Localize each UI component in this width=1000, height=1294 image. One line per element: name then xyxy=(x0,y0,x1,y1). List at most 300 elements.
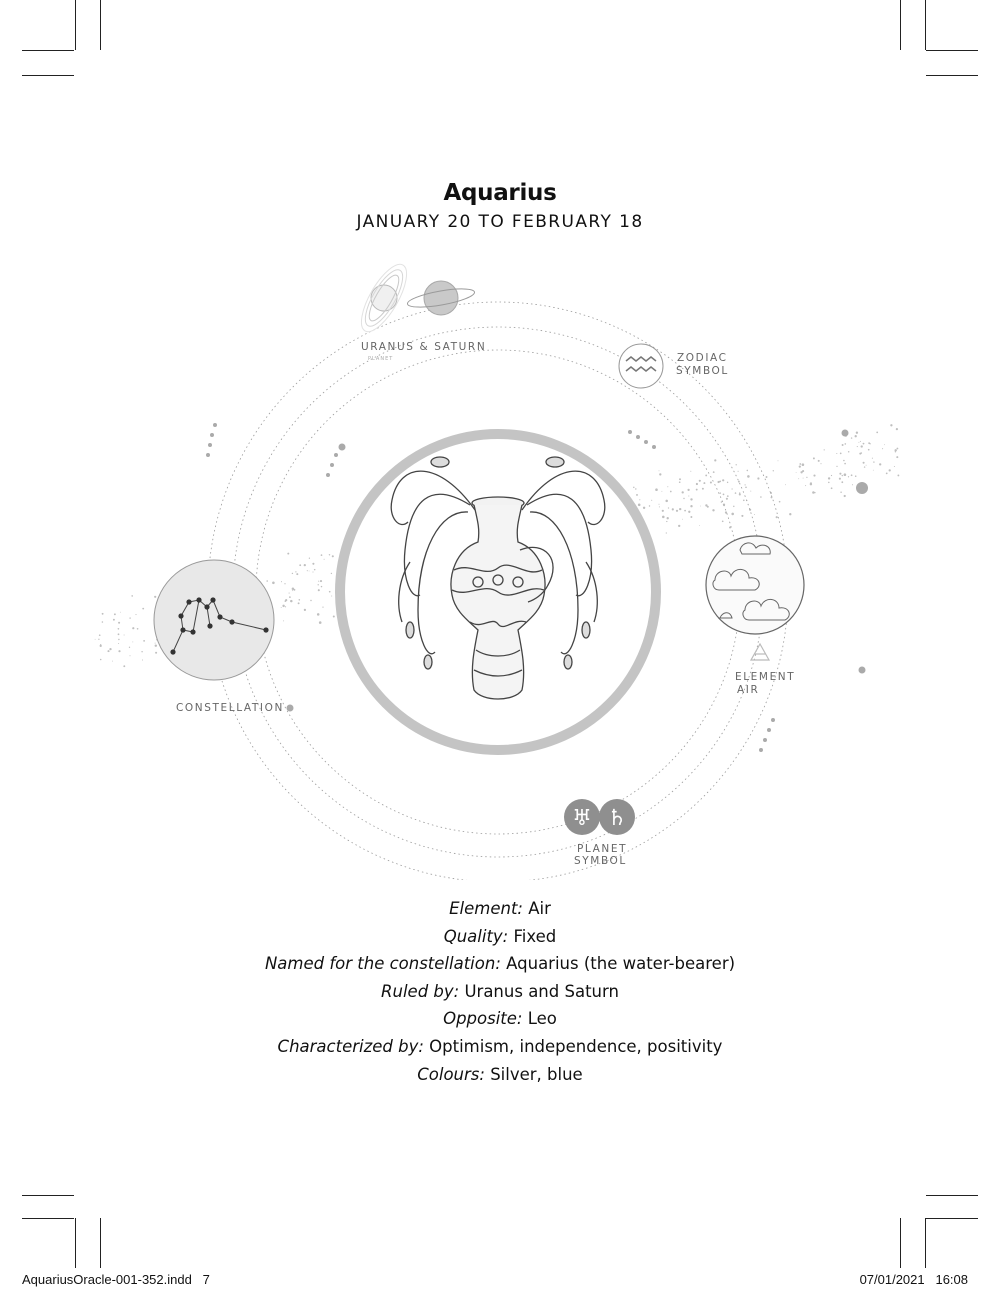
stardust-speck xyxy=(707,506,709,508)
fact-value: Leo xyxy=(522,1009,557,1029)
crop-mark xyxy=(926,1218,978,1219)
stardust-speck xyxy=(839,478,841,480)
stardust-speck xyxy=(839,473,841,475)
stardust-speck xyxy=(738,481,740,483)
stardust-speck xyxy=(329,554,330,555)
stardust-speck xyxy=(879,463,881,465)
stardust-speck xyxy=(863,443,865,445)
stardust-speck xyxy=(312,571,313,572)
stardust-speck xyxy=(699,525,700,526)
stardust-speck xyxy=(118,622,120,624)
stardust-speck xyxy=(803,478,804,479)
planet-symbol-label-1: PLANET xyxy=(577,843,628,855)
stardust-speck xyxy=(710,481,712,483)
stardust-speck xyxy=(123,665,125,667)
stardust-speck xyxy=(836,466,837,467)
stardust-speck xyxy=(321,554,323,556)
stardust-speck xyxy=(721,501,723,503)
fact-value: Silver, blue xyxy=(484,1064,583,1084)
stardust-speck xyxy=(714,459,716,461)
stardust-speck xyxy=(713,471,715,473)
stardust-speck xyxy=(666,532,667,533)
stardust-speck xyxy=(848,451,850,453)
element-label-2: AIR xyxy=(737,684,760,696)
stardust-speck xyxy=(309,558,310,559)
stardust-speck xyxy=(720,492,721,493)
stardust-speck xyxy=(292,587,295,590)
stardust-speck xyxy=(868,449,870,451)
stardust-speck xyxy=(895,451,896,452)
fact-value: Fixed xyxy=(508,926,557,946)
fact-quality xyxy=(0,923,1000,951)
stardust-speck xyxy=(844,495,846,497)
stardust-speck xyxy=(114,613,116,615)
stardust-speck xyxy=(741,515,743,517)
stardust-speck xyxy=(662,510,664,512)
constellation-label: CONSTELLATION xyxy=(176,702,284,714)
stardust-speck xyxy=(668,507,669,508)
crop-mark xyxy=(75,1218,76,1268)
crop-mark xyxy=(22,50,74,51)
stardust-speck xyxy=(889,469,891,471)
stardust-speck xyxy=(295,571,296,572)
stardust-speck xyxy=(266,580,268,582)
uranus-symbol-icon: ♅ xyxy=(572,806,592,831)
stardust-speck xyxy=(155,652,157,654)
stardust-speck xyxy=(635,488,636,489)
stardust-speck xyxy=(813,475,815,477)
stardust-speck xyxy=(129,647,130,648)
stardust-speck xyxy=(109,648,111,650)
stardust-speck xyxy=(743,499,745,501)
stardust-speck xyxy=(118,633,120,635)
crop-mark xyxy=(22,1218,74,1219)
sign-facts xyxy=(0,895,1000,1088)
stardust-speck xyxy=(873,470,874,471)
fact-characterized-by xyxy=(0,1033,1000,1061)
fact-key: Named for the constellation: xyxy=(264,954,501,974)
stardust-speck xyxy=(760,496,762,498)
stardust-speck xyxy=(855,475,857,477)
stardust-speck xyxy=(876,432,878,434)
stardust-speck xyxy=(318,581,319,582)
stardust-speck xyxy=(690,516,692,518)
stardust-speck xyxy=(851,474,853,476)
page-title: Aquarius xyxy=(443,180,557,206)
stardust-speck xyxy=(679,508,681,510)
stardust-speck xyxy=(135,614,136,615)
stardust-speck xyxy=(292,573,293,574)
stardust-speck xyxy=(722,479,724,481)
stardust-speck xyxy=(100,659,102,661)
slug-timestamp: 07/01/2021 16:08 xyxy=(859,1272,968,1287)
fact-value: Optimism, independence, positivity xyxy=(423,1036,723,1056)
element-label-1: ELEMENT xyxy=(735,671,796,683)
stardust-speck xyxy=(633,487,634,488)
stardust-speck xyxy=(773,470,774,471)
planets-label: URANUS & SATURN xyxy=(361,341,487,353)
stardust-speck xyxy=(155,643,156,644)
stardust-speck xyxy=(844,463,846,465)
stardust-speck xyxy=(307,570,308,571)
stardust-speck xyxy=(287,553,289,555)
stardust-speck xyxy=(857,446,858,447)
stardust-speck xyxy=(154,596,156,598)
stardust-speck xyxy=(828,482,830,484)
stardust-speck xyxy=(102,621,104,623)
stardust-speck xyxy=(778,460,779,461)
crop-mark xyxy=(100,1218,101,1268)
stardust-speck xyxy=(896,456,898,458)
stardust-speck xyxy=(696,483,698,485)
stardust-speck xyxy=(831,475,832,476)
stardust-speck xyxy=(99,634,101,636)
stardust-speck xyxy=(840,453,842,455)
stardust-speck xyxy=(864,466,865,467)
fact-key: Element: xyxy=(449,899,523,918)
stardust-speck xyxy=(672,508,674,510)
fact-colours xyxy=(0,1061,1000,1089)
stardust-speck xyxy=(732,488,733,489)
stardust-speck xyxy=(320,580,322,582)
stardust-speck xyxy=(866,465,867,466)
stardust-speck xyxy=(688,511,690,513)
stardust-speck xyxy=(659,473,661,475)
stardust-speck xyxy=(806,477,807,478)
stardust-speck xyxy=(690,498,692,500)
stardust-speck xyxy=(690,505,692,507)
stardust-speck xyxy=(745,484,746,485)
stardust-speck xyxy=(298,602,300,604)
stardust-speck xyxy=(331,573,332,574)
fact-opposite xyxy=(0,1005,1000,1033)
saturn-symbol-icon: ♄ xyxy=(607,806,627,831)
stardust-speck xyxy=(802,470,804,472)
stardust-speck xyxy=(776,516,778,518)
stardust-speck xyxy=(812,491,815,494)
stardust-speck xyxy=(890,424,892,426)
stardust-speck xyxy=(649,505,650,506)
stardust-speck xyxy=(98,639,99,640)
stardust-speck xyxy=(659,506,660,507)
stardust-speck xyxy=(281,607,282,608)
stardust-speck xyxy=(283,620,284,621)
stardust-speck xyxy=(699,480,701,482)
stardust-speck xyxy=(289,593,290,594)
clouds-icon xyxy=(706,536,804,634)
stardust-speck xyxy=(118,643,119,644)
fact-constellation xyxy=(0,950,1000,978)
crop-mark xyxy=(926,1195,978,1196)
stardust-speck xyxy=(842,444,844,446)
stardust-speck xyxy=(886,473,888,475)
stardust-speck xyxy=(745,486,747,488)
stardust-speck xyxy=(322,607,323,608)
stardust-speck xyxy=(733,506,734,507)
stardust-speck xyxy=(118,639,119,640)
stardust-speck xyxy=(861,452,863,454)
fact-ruled-by xyxy=(0,978,1000,1006)
stardust-speck xyxy=(805,485,806,486)
stardust-speck xyxy=(844,473,847,476)
stardust-speck xyxy=(299,599,301,601)
stardust-speck xyxy=(142,608,144,610)
stardust-speck xyxy=(702,488,704,490)
stardust-speck xyxy=(799,463,801,465)
stardust-speck xyxy=(858,442,859,443)
stardust-speck xyxy=(696,489,698,491)
stardust-speck xyxy=(700,506,701,507)
stardust-speck xyxy=(659,470,660,471)
stardust-speck xyxy=(662,516,665,519)
stardust-speck xyxy=(155,644,157,646)
stardust-speck xyxy=(736,464,737,465)
stardust-speck xyxy=(132,641,133,642)
stardust-speck xyxy=(272,582,275,585)
stardust-speck xyxy=(317,613,320,616)
stardust-speck xyxy=(655,488,658,491)
stardust-speck xyxy=(739,493,741,495)
stardust-speck xyxy=(331,596,332,597)
stardust-speck xyxy=(757,477,759,479)
aquarius-symbol-icon xyxy=(619,344,663,388)
stardust-speck xyxy=(841,481,843,483)
stardust-speck xyxy=(661,491,662,492)
stardust-speck xyxy=(679,478,681,480)
planet-symbol-discs xyxy=(564,799,635,835)
stardust-speck xyxy=(863,462,865,464)
stardust-speck xyxy=(310,600,311,601)
stardust-speck xyxy=(844,443,846,445)
stardust-speck xyxy=(299,564,301,566)
stardust-speck xyxy=(659,504,660,505)
stardust-speck xyxy=(766,476,768,478)
uranus-planet-icon xyxy=(353,258,415,338)
crop-mark xyxy=(22,75,74,76)
stardust-speck xyxy=(738,471,739,472)
stardust-speck xyxy=(869,443,870,444)
stardust-speck xyxy=(667,486,668,487)
stardust-speck xyxy=(100,644,101,645)
stardust-speck xyxy=(848,476,849,477)
stardust-speck xyxy=(643,507,645,509)
stardust-speck xyxy=(667,517,669,519)
stardust-speck xyxy=(651,500,652,501)
constellation-icon xyxy=(154,560,274,680)
stardust-speck xyxy=(796,472,797,473)
stardust-speck xyxy=(131,595,133,597)
date-range: JANUARY 20 TO FEBRUARY 18 xyxy=(356,212,644,232)
stardust-speck xyxy=(683,498,684,499)
stardust-speck xyxy=(107,650,109,652)
stardust-speck xyxy=(319,621,322,624)
stardust-speck xyxy=(676,510,678,512)
stardust-speck xyxy=(137,628,139,630)
stardust-speck xyxy=(798,478,799,479)
stardust-speck xyxy=(799,465,801,467)
stardust-speck xyxy=(754,514,755,515)
stardust-speck xyxy=(856,432,858,434)
stardust-speck xyxy=(304,564,306,566)
crop-mark xyxy=(900,1218,901,1268)
stardust-speck xyxy=(290,600,292,602)
stardust-speck xyxy=(329,591,331,593)
stardust-speck xyxy=(143,640,145,642)
stardust-speck xyxy=(727,482,728,483)
stardust-speck xyxy=(855,435,857,437)
stardust-speck xyxy=(882,448,883,449)
stardust-speck xyxy=(129,617,130,618)
stardust-speck xyxy=(896,448,898,450)
stardust-speck xyxy=(690,471,691,472)
stardust-speck xyxy=(141,651,142,652)
fact-value: Aquarius (the water-bearer) xyxy=(500,954,736,974)
stardust-speck xyxy=(896,428,898,430)
stardust-speck xyxy=(333,615,335,617)
fact-key: Opposite: xyxy=(443,1009,523,1029)
stardust-speck xyxy=(872,458,873,459)
stardust-speck xyxy=(687,489,689,491)
stardust-speck xyxy=(285,606,286,607)
stardust-speck xyxy=(682,491,684,493)
stardust-speck xyxy=(717,481,719,483)
stardust-speck xyxy=(670,491,672,493)
stardust-speck xyxy=(818,460,820,462)
stardust-speck xyxy=(860,441,861,442)
crop-mark xyxy=(926,50,978,51)
zodiac-label-1: ZODIAC xyxy=(677,352,728,364)
stardust-speck xyxy=(725,511,727,513)
stardust-speck xyxy=(120,612,121,613)
stardust-speck xyxy=(332,555,334,557)
stardust-speck xyxy=(296,573,298,575)
stardust-speck xyxy=(747,470,749,472)
stardust-speck xyxy=(314,569,316,571)
stardust-speck xyxy=(840,492,841,493)
stardust-speck xyxy=(842,475,843,476)
stardust-speck xyxy=(813,457,815,459)
stardust-speck xyxy=(639,499,640,500)
fact-element xyxy=(0,895,1000,923)
stardust-speck xyxy=(95,639,96,640)
crop-mark xyxy=(22,1195,74,1196)
stardust-speck xyxy=(731,513,734,516)
stardust-speck xyxy=(684,510,686,512)
stardust-speck xyxy=(112,661,113,662)
stardust-speck xyxy=(124,635,125,636)
stardust-speck xyxy=(828,477,830,479)
stardust-speck xyxy=(281,581,282,582)
stardust-speck xyxy=(824,449,825,450)
stardust-speck xyxy=(312,563,314,565)
stardust-speck xyxy=(638,504,641,507)
planets-sublabel: PLANET xyxy=(368,356,394,362)
fact-key: Quality: xyxy=(443,926,509,946)
stardust-speck xyxy=(831,487,833,489)
stardust-speck xyxy=(132,627,134,629)
crop-mark xyxy=(900,0,901,50)
stardust-speck xyxy=(304,609,306,611)
stardust-speck xyxy=(727,495,729,497)
stardust-speck xyxy=(118,628,120,630)
slug-filename: AquariusOracle-001-352.indd 7 xyxy=(22,1272,210,1287)
stardust-speck xyxy=(897,474,899,476)
stardust-speck xyxy=(851,437,852,438)
stardust-speck xyxy=(705,474,707,476)
stardust-speck xyxy=(318,584,319,585)
stardust-speck xyxy=(750,491,751,492)
fact-key: Ruled by: xyxy=(381,981,460,1001)
stardust-speck xyxy=(318,589,320,591)
stardust-speck xyxy=(285,599,287,601)
stardust-speck xyxy=(118,650,120,652)
air-element-icon xyxy=(751,644,769,660)
zodiac-diagram xyxy=(0,250,1000,880)
stardust-speck xyxy=(894,466,895,467)
stardust-speck xyxy=(309,571,310,572)
crop-mark xyxy=(75,0,76,50)
stardust-speck xyxy=(873,461,874,462)
stardust-speck xyxy=(884,444,885,445)
stardust-speck xyxy=(102,613,104,615)
stardust-speck xyxy=(113,619,115,621)
stardust-speck xyxy=(735,492,737,494)
stardust-speck xyxy=(682,519,683,520)
stardust-speck xyxy=(712,509,714,511)
stardust-speck xyxy=(142,659,143,660)
crop-mark xyxy=(925,0,926,50)
stardust-speck xyxy=(814,492,815,493)
crop-mark xyxy=(925,1218,926,1268)
stardust-speck xyxy=(747,475,750,478)
fact-key: Characterized by: xyxy=(277,1036,424,1056)
stardust-speck xyxy=(789,513,791,515)
stardust-speck xyxy=(636,494,638,496)
stardust-speck xyxy=(289,596,291,598)
stardust-speck xyxy=(292,590,293,591)
stardust-speck xyxy=(130,655,131,656)
stardust-speck xyxy=(665,500,668,503)
stardust-speck xyxy=(321,586,322,587)
crop-mark xyxy=(100,0,101,50)
stardust-speck xyxy=(284,583,285,584)
fact-key: Colours: xyxy=(417,1064,485,1084)
stardust-speck xyxy=(861,445,863,447)
stardust-speck xyxy=(324,559,325,560)
stardust-speck xyxy=(688,495,689,496)
stardust-speck xyxy=(723,494,725,496)
saturn-planet-icon xyxy=(406,281,475,315)
stardust-speck xyxy=(852,484,853,485)
stardust-speck xyxy=(282,605,284,607)
stardust-speck xyxy=(722,520,724,522)
stardust-speck xyxy=(820,463,821,464)
stardust-speck xyxy=(810,482,812,484)
stardust-speck xyxy=(726,498,728,500)
crop-mark xyxy=(926,75,978,76)
stardust-speck xyxy=(679,481,681,483)
stardust-speck xyxy=(779,501,781,503)
stardust-speck xyxy=(836,453,837,454)
stardust-speck xyxy=(666,521,667,522)
fact-value: Uranus and Saturn xyxy=(459,981,619,1001)
planet-symbol-label-2: SYMBOL xyxy=(574,855,627,867)
stardust-speck xyxy=(785,484,786,485)
zodiac-label-2: SYMBOL xyxy=(676,365,729,377)
stardust-speck xyxy=(843,460,845,462)
stardust-speck xyxy=(678,525,680,527)
fact-value: Air xyxy=(522,899,551,918)
